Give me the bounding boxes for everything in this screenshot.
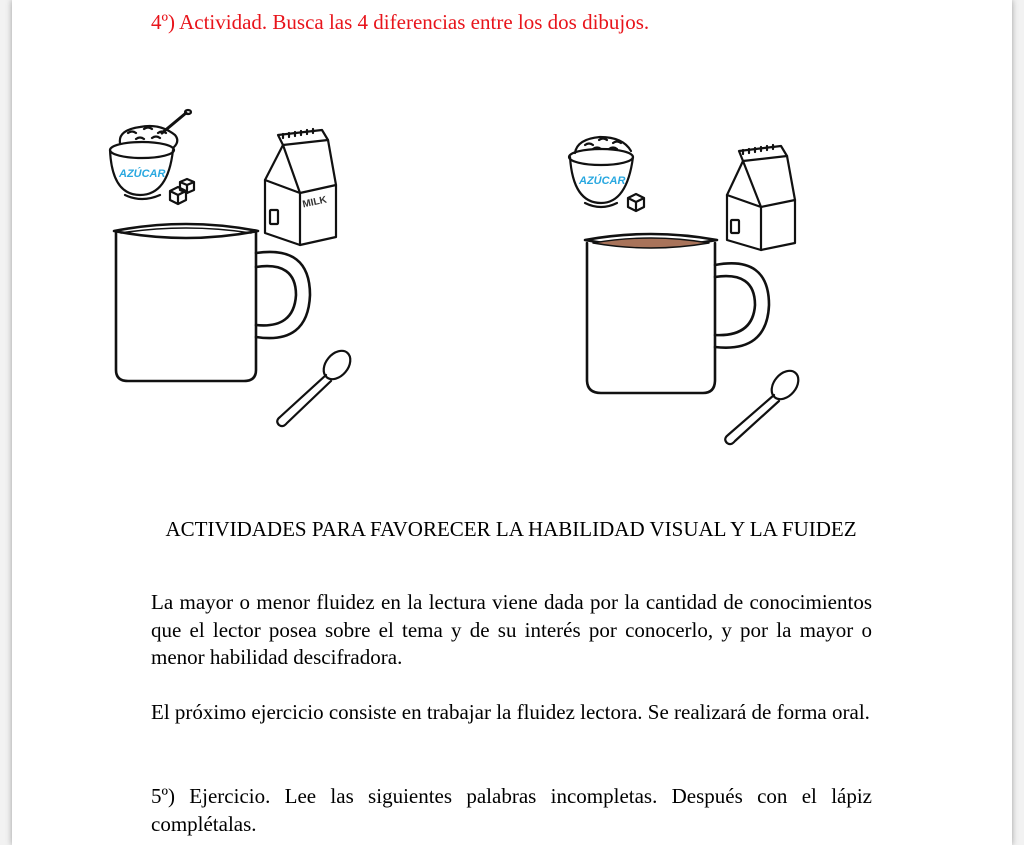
sugar-cube-icon [170, 179, 194, 204]
sugar-cube-icon [628, 194, 644, 211]
spoon-icon [725, 366, 803, 444]
sugar-bowl-icon [569, 137, 633, 207]
left-sugar-label: AZÚCAR [119, 168, 166, 180]
activity-4-title: 4º) Actividad. Busca las 4 diferencias entre los dos dibujos. [151, 10, 650, 34]
coffee-liquid [593, 238, 709, 248]
right-sugar-label: AZÚCAR [579, 175, 626, 187]
right-drawing [565, 125, 815, 455]
paragraph-exercise-description: El próximo ejercicio consiste en trabajar la fluidez lectora. Se realizará de forma oral. [151, 700, 870, 724]
left-drawing [100, 105, 370, 435]
milk-carton-icon [727, 145, 795, 250]
sugar-bowl-icon [110, 110, 191, 199]
milk-carton-icon [265, 129, 336, 245]
exercise-5-instruction: 5º) Ejercicio. Lee las siguientes palabras incompletas. Después con el lápiz complétalas. [151, 784, 872, 836]
paragraph-fluency-intro: La mayor o menor fluidez en la lectura viene dada por la cantidad de conocimientos que el lector posea sobre el tema y de su interés por conocerlo, y por la mayor o menor habilidad descifradora. [151, 590, 872, 669]
milk-label: MILK [301, 194, 328, 211]
section-heading: ACTIVIDADES PARA FAVORECER LA HABILIDAD VISUAL Y LA FUIDEZ [165, 517, 857, 541]
spoon-icon [277, 346, 355, 426]
mug-icon [114, 224, 310, 381]
mug-icon [585, 234, 769, 393]
